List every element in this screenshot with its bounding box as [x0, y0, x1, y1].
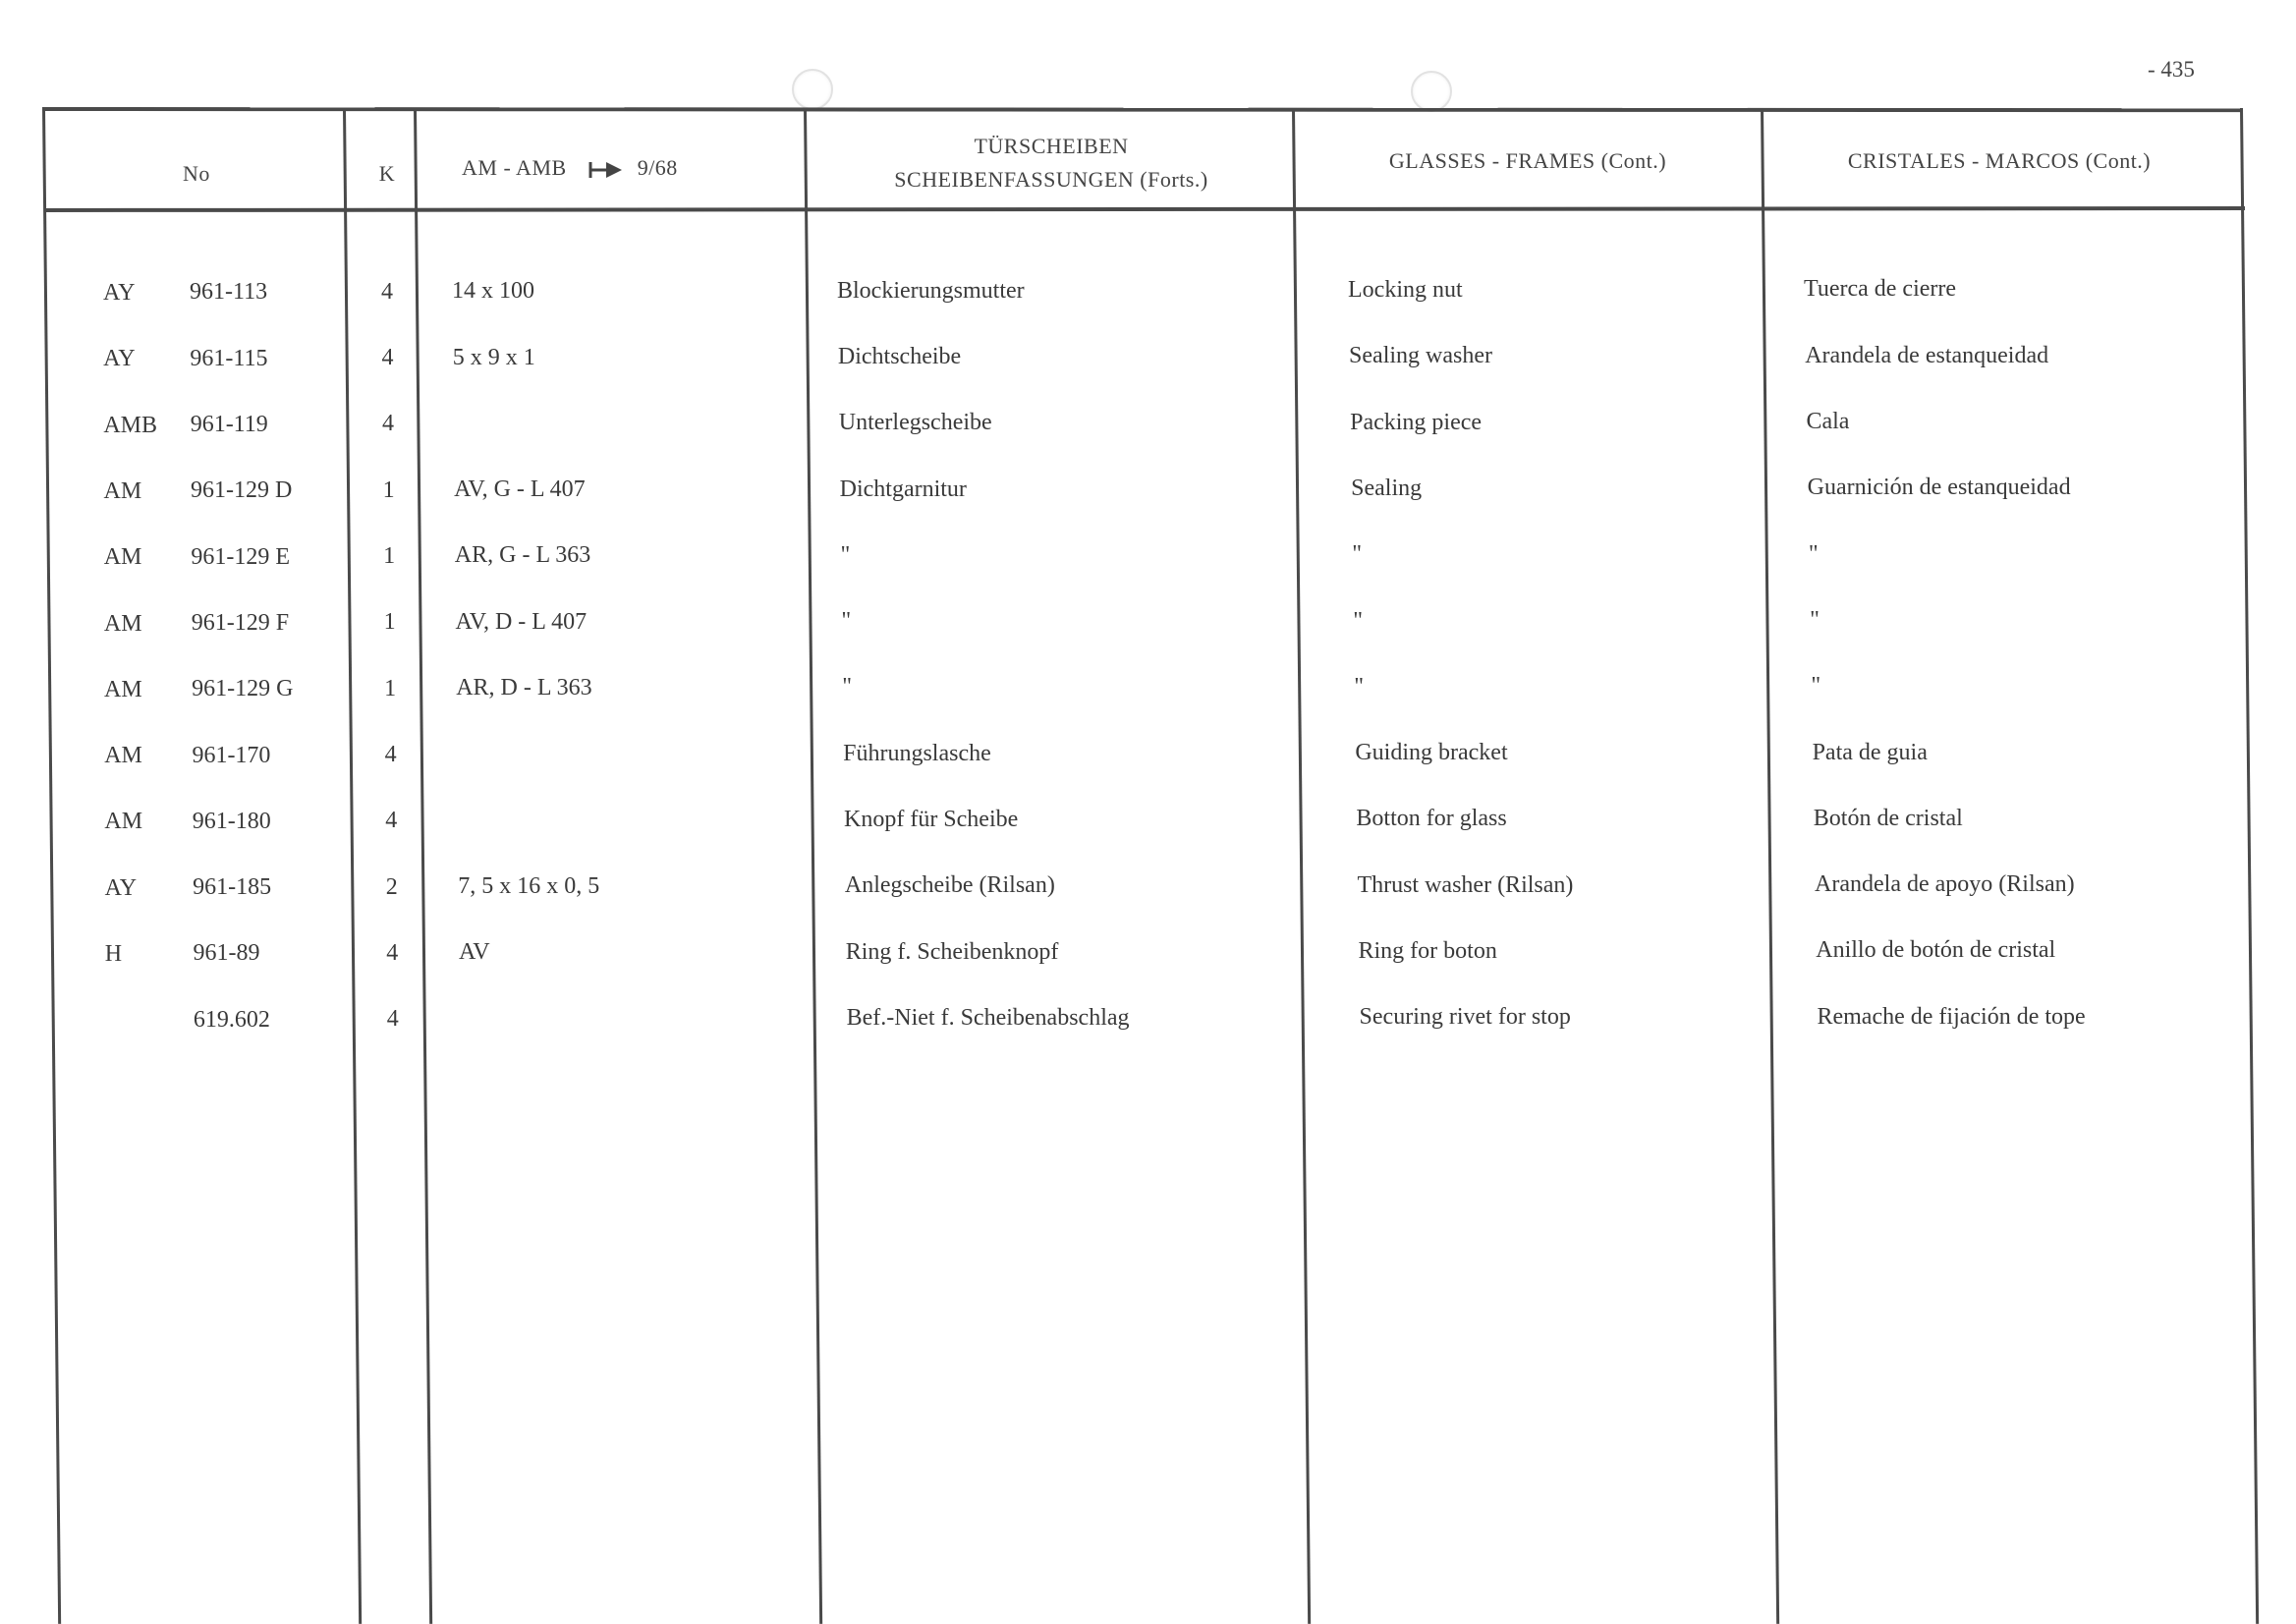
cell-quantity: 4: [382, 411, 395, 437]
cell-model: AM: [104, 809, 143, 835]
header-german: [815, 130, 1287, 196]
cell-german: Führungslasche: [843, 740, 991, 766]
column-rule: [42, 108, 61, 1624]
cell-german: ": [842, 674, 853, 700]
cell-english: ": [1352, 541, 1362, 568]
header-no: No: [183, 161, 210, 186]
cell-spanish: Anillo de botón de cristal: [1816, 937, 2056, 964]
cell-spec: 7, 5 x 16 x 0, 5: [458, 872, 600, 899]
cell-model: H: [104, 941, 123, 967]
cell-part-number: 961-180: [192, 808, 271, 834]
cell-quantity: 1: [383, 609, 396, 636]
punch-hole: [792, 69, 833, 110]
cell-spec: AR, D - L 363: [456, 675, 592, 700]
cell-model: AY: [103, 346, 136, 372]
cell-german: ": [840, 541, 851, 568]
cell-model: AM: [104, 743, 142, 769]
header-k: K: [378, 161, 396, 186]
header-model-right: 9/68: [637, 155, 678, 180]
cell-english: ": [1353, 607, 1364, 634]
table-top-rule: [42, 107, 2243, 112]
cell-spec: AR, G - L 363: [454, 542, 591, 569]
cell-part-number: 961-89: [193, 940, 260, 967]
cell-spec: AV, G - L 407: [454, 476, 586, 503]
cell-english: Botton for glass: [1356, 806, 1507, 832]
cell-spanish: Cala: [1806, 409, 1850, 434]
cell-model: AMB: [103, 412, 158, 438]
cell-model: AM: [103, 477, 142, 504]
cell-english: Guiding bracket: [1355, 740, 1508, 766]
cell-german: Dichtscheibe: [837, 343, 962, 369]
cell-quantity: 1: [384, 675, 397, 701]
cell-german: ": [841, 608, 852, 635]
cell-english: Thrust washer (Rilsan): [1357, 871, 1574, 898]
cell-part-number: 961-129 F: [191, 609, 290, 636]
header-spanish: CRISTALES - MARCOS (Cont.): [1847, 148, 2152, 173]
cell-english: Ring for boton: [1358, 938, 1497, 964]
cell-english: Locking nut: [1348, 277, 1463, 303]
column-rule: [1292, 108, 1311, 1624]
header-bottom-rule: [44, 206, 2245, 212]
cell-german: Knopf für Scheibe: [844, 807, 1019, 832]
cell-part-number: 619.602: [193, 1006, 270, 1033]
header-english: GLASSES - FRAMES (Cont.): [1388, 148, 1667, 173]
header-model-range: [462, 151, 786, 185]
cell-quantity: 1: [383, 543, 396, 569]
column-rule: [804, 108, 822, 1624]
cell-part-number: 961-129 E: [191, 543, 291, 570]
column-rule: [343, 108, 362, 1624]
cell-spanish: ": [1810, 606, 1820, 633]
cell-quantity: 4: [384, 741, 397, 767]
cell-model: AM: [103, 610, 142, 637]
cell-german: Dichtgarnitur: [839, 476, 967, 502]
punch-hole: [1411, 71, 1452, 112]
cell-spanish: Botón de cristal: [1813, 805, 1963, 831]
cell-german: Ring f. Scheibenknopf: [845, 938, 1059, 965]
cell-spanish: Tuerca de cierre: [1804, 276, 1957, 303]
header-german-line2: SCHEIBENFASSUNGEN (Forts.): [894, 167, 1208, 192]
cell-part-number: 961-119: [190, 412, 268, 437]
cell-part-number: 961-129 G: [192, 676, 294, 702]
cell-german: Unterlegscheibe: [838, 410, 992, 436]
cell-spec: 5 x 9 x 1: [452, 344, 535, 370]
cell-english: ": [1354, 673, 1365, 700]
column-rule: [2240, 108, 2259, 1624]
cell-spanish: ": [1808, 540, 1819, 567]
cell-spanish: Arandela de estanqueidad: [1805, 342, 2049, 368]
cell-quantity: 4: [386, 939, 399, 966]
cell-english: Sealing washer: [1349, 343, 1493, 369]
cell-spec: 14 x 100: [452, 278, 534, 305]
cell-german: Blockierungsmutter: [837, 277, 1025, 304]
cell-german: Anlegscheibe (Rilsan): [844, 872, 1055, 899]
cell-part-number: 961-185: [193, 874, 272, 901]
cell-english: Packing piece: [1350, 409, 1483, 435]
arrow-right-icon: [588, 159, 624, 181]
column-rule: [1761, 108, 1779, 1624]
header-model-left: AM - AMB: [462, 155, 567, 180]
cell-part-number: 961-115: [190, 345, 268, 371]
column-rule: [414, 108, 432, 1624]
cell-quantity: 4: [381, 278, 393, 305]
cell-quantity: 4: [381, 345, 394, 371]
cell-model: AM: [104, 676, 142, 702]
cell-quantity: 1: [382, 476, 395, 503]
cell-english: Securing rivet for stop: [1359, 1004, 1571, 1031]
cell-spanish: ": [1811, 673, 1821, 700]
cell-spanish: Arandela de apoyo (Rilsan): [1815, 871, 2075, 898]
cell-german: Bef.-Niet f. Scheibenabschlag: [846, 1004, 1130, 1031]
header-german-line1: TÜRSCHEIBEN: [974, 134, 1129, 158]
cell-quantity: 4: [385, 808, 398, 834]
cell-part-number: 961-170: [192, 742, 271, 768]
cell-spec: AV: [459, 939, 490, 966]
cell-english: Sealing: [1351, 475, 1423, 501]
cell-spanish: Pata de guia: [1812, 739, 1928, 765]
cell-spanish: Remache de fijación de tope: [1817, 1003, 2086, 1030]
page-number: - 435: [2148, 57, 2195, 82]
cell-spec: AV, D - L 407: [455, 608, 588, 635]
cell-part-number: 961-113: [190, 279, 268, 306]
cell-spanish: Guarnición de estanqueidad: [1807, 475, 2071, 501]
cell-quantity: 4: [386, 1006, 399, 1033]
cell-model: AY: [104, 874, 138, 901]
cell-part-number: 961-129 D: [191, 477, 293, 504]
cell-model: AY: [103, 280, 136, 306]
cell-quantity: 2: [385, 873, 398, 900]
cell-model: AM: [103, 544, 142, 571]
